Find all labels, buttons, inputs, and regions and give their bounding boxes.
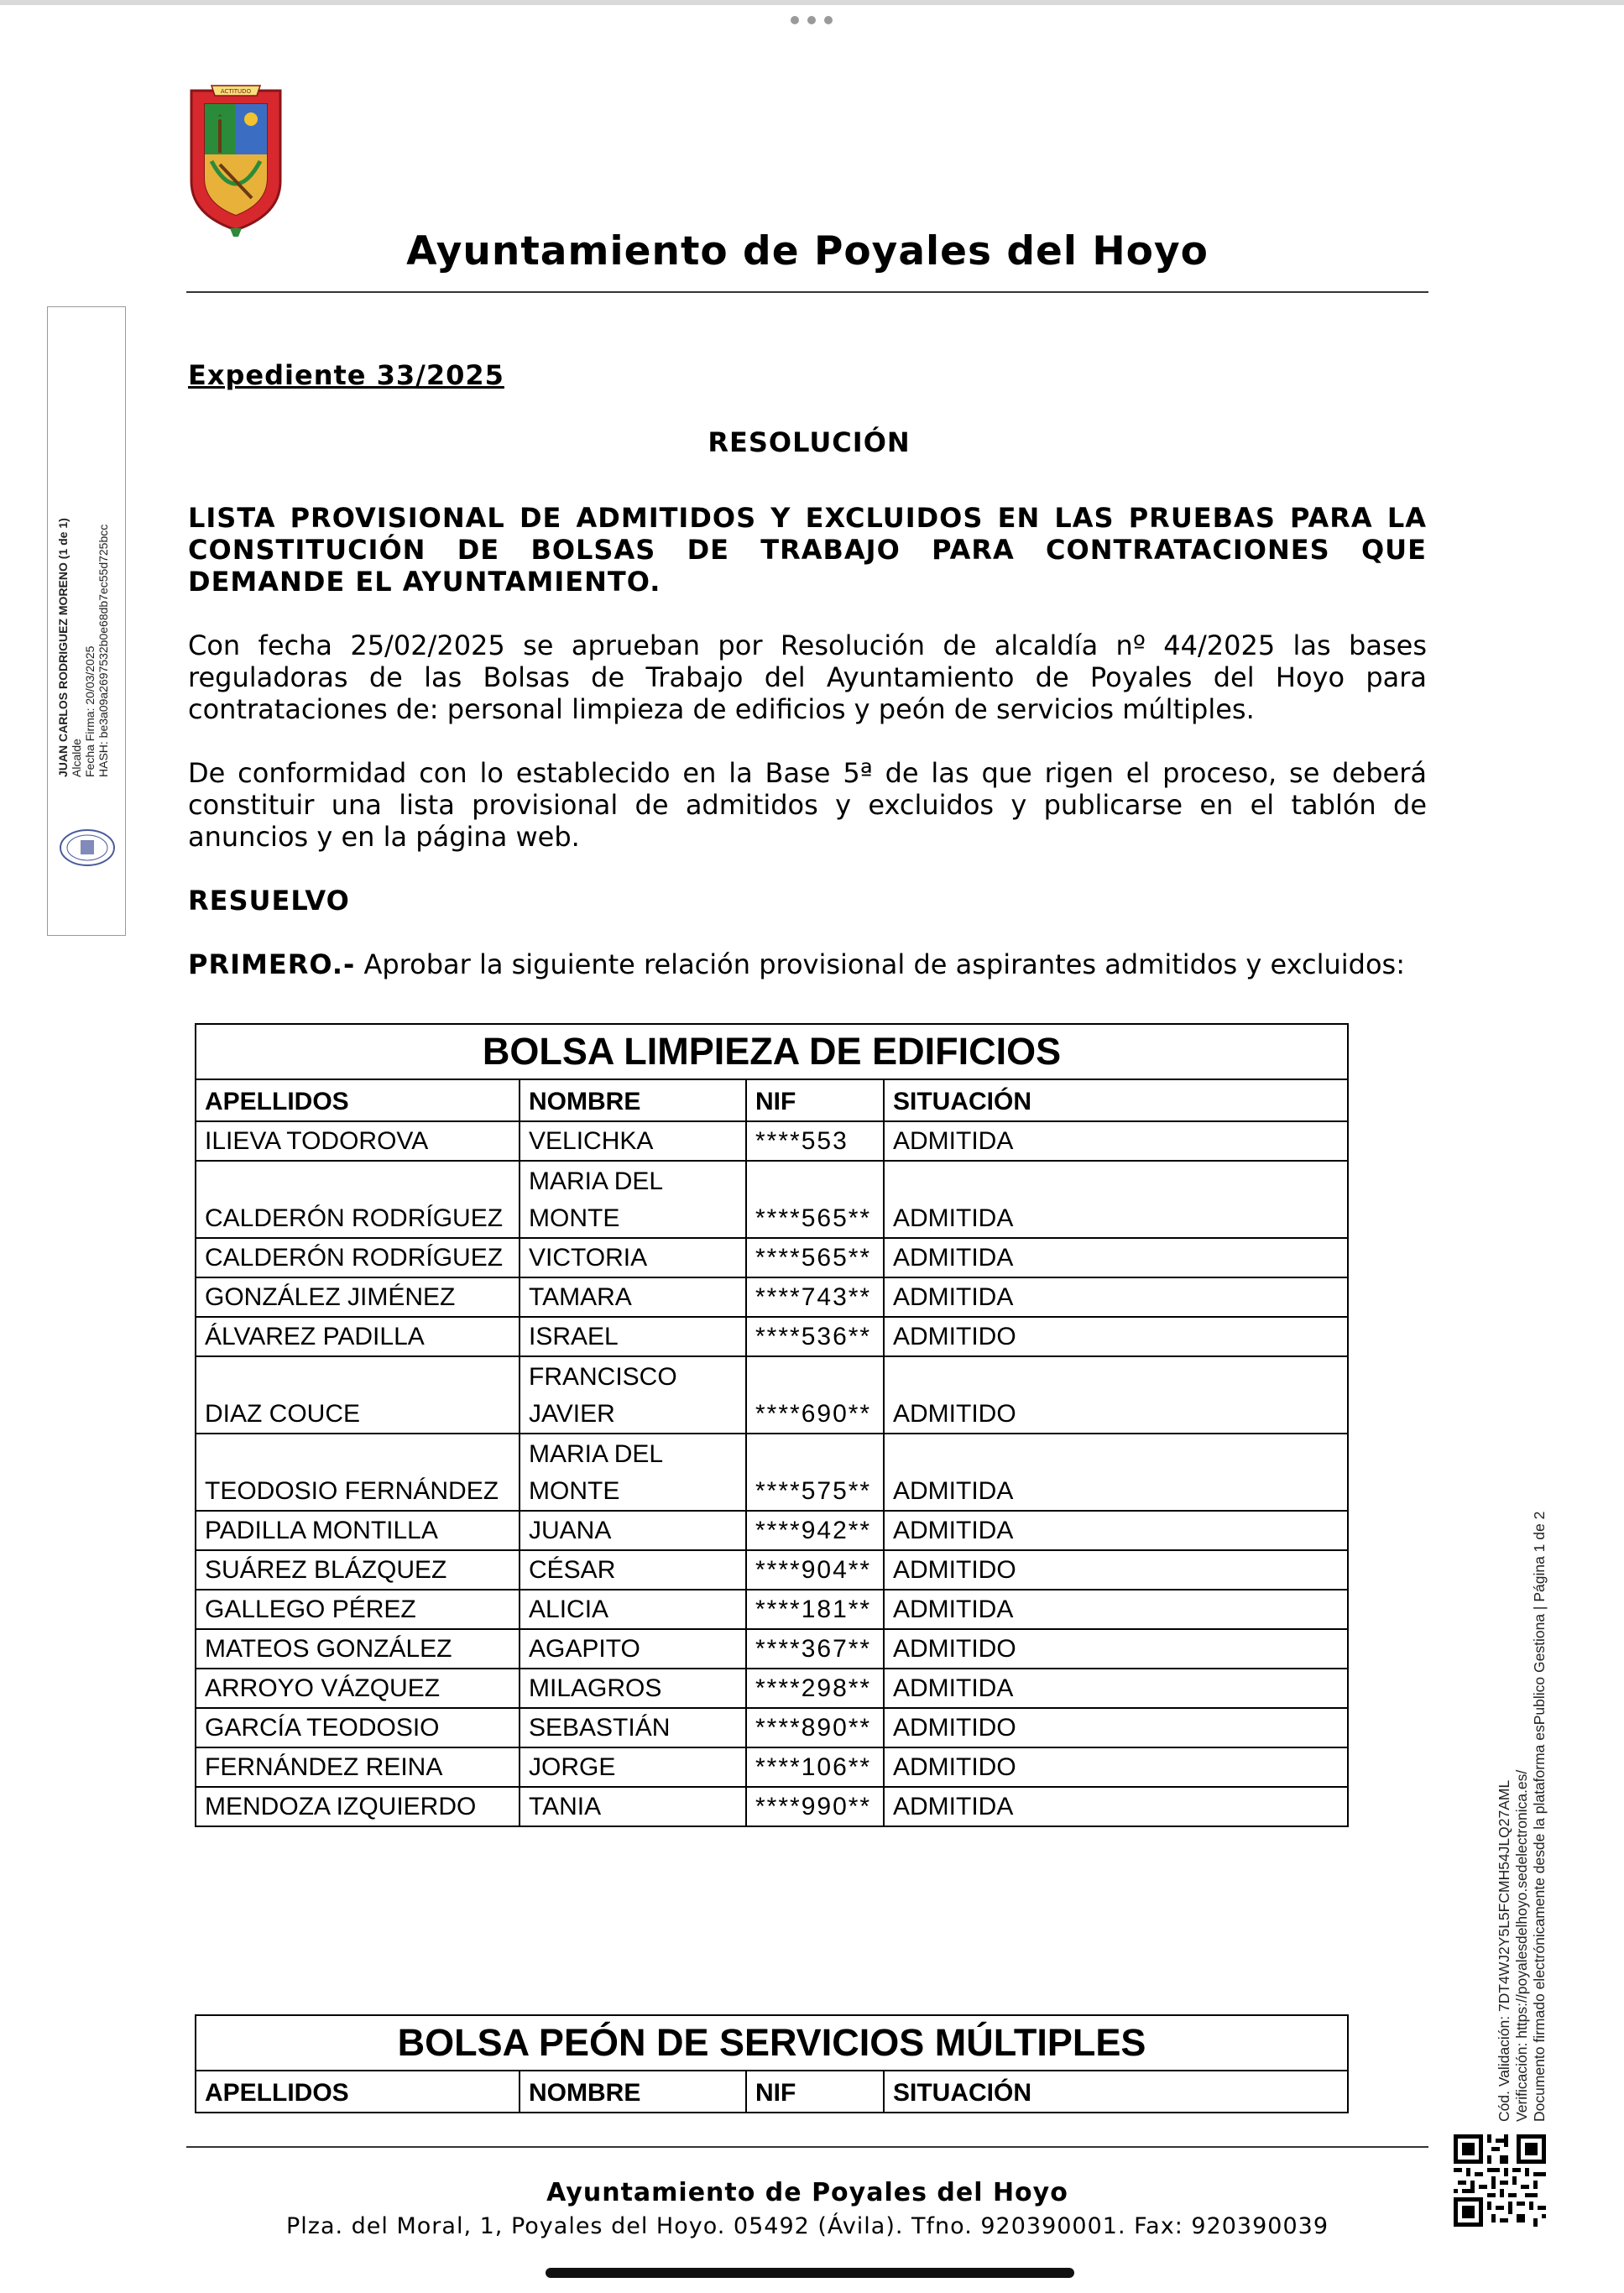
cell-situacion: ADMITIDA [884, 1277, 1348, 1317]
cell-nombre: JUANA [520, 1511, 746, 1550]
signature-text [56, 190, 135, 777]
signature-role: Alcalde [70, 739, 83, 777]
cell-situacion: ADMITIDA [884, 1121, 1348, 1161]
cell-nombre: AGAPITO [520, 1629, 746, 1669]
resuelvo-heading: RESUELVO [188, 885, 350, 917]
cell-nif: ****565** [746, 1238, 884, 1277]
cell-nombre: SEBASTIÁN [520, 1708, 746, 1747]
cell-apellidos: ARROYO VÁZQUEZ [196, 1669, 520, 1708]
top-status-bar [0, 0, 1624, 5]
cell-nif: ****298** [746, 1669, 884, 1708]
cell-nombre: VICTORIA [520, 1238, 746, 1277]
cell-apellidos: MENDOZA IZQUIERDO [196, 1787, 520, 1826]
cell-nombre: TANIA [520, 1787, 746, 1826]
cell-nif: ****904** [746, 1550, 884, 1590]
cell-nif: ****890** [746, 1708, 884, 1747]
table-row [196, 1121, 1348, 1161]
table-title: BOLSA LIMPIEZA DE EDIFICIOS [196, 1024, 1348, 1079]
cell-apellidos: CALDERÓN RODRÍGUEZ [196, 1238, 520, 1277]
cell-situacion: ADMITIDA [884, 1787, 1348, 1826]
cell-nif: ****575** [746, 1434, 884, 1511]
cell-nombre: MARIA DEL MONTE [520, 1434, 746, 1511]
table-row [196, 1161, 1348, 1238]
table-row [196, 1590, 1348, 1629]
footer-address: Plza. del Moral, 1, Poyales del Hoyo. 05492 (Ávila). Tfno. 920390001. Fax: 920390039 [285, 2213, 1329, 2239]
column-header-situacion: SITUACIÓN [884, 1079, 1348, 1121]
cell-nombre: ALICIA [520, 1590, 746, 1629]
table-row [196, 1629, 1348, 1669]
cell-situacion: ADMITIDA [884, 1590, 1348, 1629]
table-row [196, 1277, 1348, 1317]
table-row [196, 1317, 1348, 1356]
column-header-nombre: NOMBRE [520, 2071, 746, 2113]
cell-nombre: MILAGROS [520, 1669, 746, 1708]
cell-apellidos: GARCÍA TEODOSIO [196, 1708, 520, 1747]
qr-code[interactable] [1454, 2134, 1546, 2227]
table-row [196, 1550, 1348, 1590]
column-header-situacion: SITUACIÓN [884, 2071, 1348, 2113]
cell-nif: ****942** [746, 1511, 884, 1550]
cell-apellidos: SUÁREZ BLÁZQUEZ [196, 1550, 520, 1590]
signature-stamp [47, 306, 126, 936]
cell-nif: ****565** [746, 1161, 884, 1238]
cell-situacion: ADMITIDA [884, 1238, 1348, 1277]
more-options-icon[interactable] [791, 13, 833, 27]
resolution-subject: LISTA PROVISIONAL DE ADMITIDOS Y EXCLUIDOS EN LAS PRUEBAS PARA LA CONSTITUCIÓN DE BOLSAS DE TRABAJO PARA CONTRATACIONES QUE DEMANDE EL AYUNTAMIENTO. [188, 502, 1427, 598]
cell-nombre: ISRAEL [520, 1317, 746, 1356]
cell-nombre: CÉSAR [520, 1550, 746, 1590]
paragraph-conformity: De conformidad con lo establecido en la Base 5ª de las que rigen el proceso, se deberá constituir una lista provisional de admitidos y excluidos y publicarse en el tablón de anuncios y en la página web. [188, 757, 1427, 853]
official-seal-icon [58, 828, 117, 868]
cell-nif: ****690** [746, 1356, 884, 1434]
cell-apellidos: GALLEGO PÉREZ [196, 1590, 520, 1629]
paragraph-background: Con fecha 25/02/2025 se aprueban por Resolución de alcaldía nº 44/2025 las bases reguladoras de las Bolsas de Trabajo del Ayuntamiento de Poyales del Hoyo para contrataciones de: personal limpieza de edificios y peón de servicios múltiples. [188, 629, 1427, 725]
verification-url: Verificación: https://poyalesdelhoyo.sedelectronica.es/ [1513, 1769, 1530, 2122]
signature-date: Fecha Firma: 20/03/2025 [83, 645, 97, 777]
cell-nif: ****106** [746, 1747, 884, 1787]
column-header-nif: NIF [746, 1079, 884, 1121]
cell-situacion: ADMITIDO [884, 1356, 1348, 1434]
cell-apellidos: MATEOS GONZÁLEZ [196, 1629, 520, 1669]
expediente-number: Expediente 33/2025 [188, 359, 504, 391]
column-header-nif: NIF [746, 2071, 884, 2113]
primero-label: PRIMERO.- [188, 948, 356, 980]
signature-hash: HASH: be3a09a2697532b0e68db7ec55d725bcc [97, 524, 110, 777]
coat-of-arms-logo [186, 81, 285, 237]
cell-apellidos: CALDERÓN RODRÍGUEZ [196, 1161, 520, 1238]
page-header-title: Ayuntamiento de Poyales del Hoyo [406, 228, 1209, 274]
cell-situacion: ADMITIDA [884, 1161, 1348, 1238]
cell-nif: ****536** [746, 1317, 884, 1356]
table-row [196, 1747, 1348, 1787]
limpieza-table [195, 1023, 1349, 1827]
cell-apellidos: DIAZ COUCE [196, 1356, 520, 1434]
cell-apellidos: FERNÁNDEZ REINA [196, 1747, 520, 1787]
cell-apellidos: PADILLA MONTILLA [196, 1511, 520, 1550]
cell-nombre: TAMARA [520, 1277, 746, 1317]
cell-apellidos: ÁLVAREZ PADILLA [196, 1317, 520, 1356]
cell-apellidos: ILIEVA TODOROVA [196, 1121, 520, 1161]
cell-nombre: VELICHKA [520, 1121, 746, 1161]
table-row [196, 1669, 1348, 1708]
table-title: BOLSA PEÓN DE SERVICIOS MÚLTIPLES [196, 2015, 1348, 2071]
table-row [196, 1787, 1348, 1826]
table-row [196, 1434, 1348, 1511]
cell-situacion: ADMITIDA [884, 1434, 1348, 1511]
column-header-nombre: NOMBRE [520, 1079, 746, 1121]
cell-situacion: ADMITIDA [884, 1669, 1348, 1708]
primero-paragraph [188, 948, 1405, 980]
cell-nif: ****367** [746, 1629, 884, 1669]
cell-nombre: JORGE [520, 1747, 746, 1787]
header-divider [186, 291, 1428, 293]
crest-ribbon-text: ACTITUDO [220, 88, 252, 95]
home-indicator[interactable] [546, 2268, 1074, 2278]
verification-code: Cód. Validación: 7DT4WJ2Y5L5FCMH54JLQ27AML [1496, 1779, 1512, 2122]
cell-apellidos: GONZÁLEZ JIMÉNEZ [196, 1277, 520, 1317]
cell-situacion: ADMITIDO [884, 1708, 1348, 1747]
peon-table [195, 2014, 1349, 2113]
cell-nif: ****743** [746, 1277, 884, 1317]
cell-nombre: MARIA DEL MONTE [520, 1161, 746, 1238]
footer-divider [186, 2146, 1428, 2148]
cell-apellidos: TEODOSIO FERNÁNDEZ [196, 1434, 520, 1511]
signature-signer: JUAN CARLOS RODRIGUEZ MORENO (1 de 1) [56, 518, 70, 777]
table-row [196, 1356, 1348, 1434]
cell-situacion: ADMITIDO [884, 1629, 1348, 1669]
table-row [196, 1238, 1348, 1277]
resolution-heading: RESOLUCIÓN [708, 426, 911, 458]
cell-nif: ****553 [746, 1121, 884, 1161]
cell-situacion: ADMITIDO [884, 1747, 1348, 1787]
cell-nif: ****181** [746, 1590, 884, 1629]
cell-situacion: ADMITIDO [884, 1550, 1348, 1590]
cell-nif: ****990** [746, 1787, 884, 1826]
primero-text: Aprobar la siguiente relación provisional de aspirantes admitidos y excluidos: [355, 948, 1405, 980]
table-row [196, 1708, 1348, 1747]
cell-situacion: ADMITIDO [884, 1317, 1348, 1356]
verification-text [1496, 1434, 1548, 2122]
column-header-apellidos: APELLIDOS [196, 1079, 520, 1121]
cell-nombre: FRANCISCO JAVIER [520, 1356, 746, 1434]
footer-title: Ayuntamiento de Poyales del Hoyo [546, 2178, 1068, 2207]
column-header-apellidos: APELLIDOS [196, 2071, 520, 2113]
cell-situacion: ADMITIDA [884, 1511, 1348, 1550]
table-row [196, 1511, 1348, 1550]
verification-note: Documento firmado electrónicamente desde la plataforma esPublico Gestiona | Página 1 de 2 [1531, 1511, 1548, 2122]
